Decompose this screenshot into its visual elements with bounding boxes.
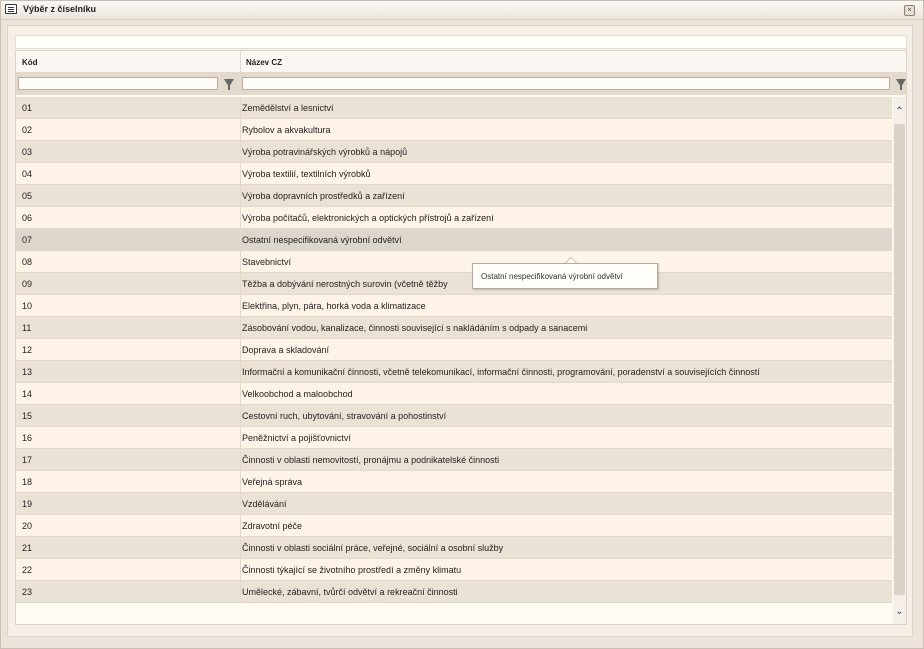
table-row[interactable] [16,119,892,141]
name-cell: Cestovní ruch, ubytování, stravování a pohostinství [242,411,447,421]
code-cell: 15 [22,411,33,421]
name-cell: Výroba počítačů, elektronických a optických přístrojů a zařízení [242,213,494,223]
table-row[interactable] [16,383,892,405]
name-cell: Zemědělství a lesnictví [242,103,334,113]
title-bar[interactable] [1,1,923,20]
code-cell: 04 [22,169,33,179]
vertical-scrollbar[interactable] [893,97,906,624]
code-cell: 19 [22,499,33,509]
code-cell: 01 [22,103,33,113]
table-row[interactable] [16,317,892,339]
name-cell: Umělecké, zábavní, tvůrčí odvětví a rekreační činnosti [242,587,458,597]
column-divider [240,449,241,471]
table-row[interactable] [16,537,892,559]
table-row[interactable] [16,405,892,427]
table-row[interactable] [16,295,892,317]
name-cell: Elektřina, plyn, pára, horká voda a klimatizace [242,301,426,311]
name-cell: Veřejná správa [242,477,303,487]
table-row[interactable] [16,251,892,273]
code-cell: 22 [22,565,33,575]
grid-header [16,51,906,73]
name-cell: Těžba a dobývání nerostných surovin (včetně těžby [242,279,448,289]
column-divider [240,119,241,141]
list-window-icon [5,4,17,14]
column-divider [240,339,241,361]
name-cell: Ostatní nespecifikovaná výrobní odvětví [242,235,402,245]
column-divider [240,97,241,119]
name-cell: Činnosti v oblasti sociální práce, veřejné, sociální a osobní služby [242,543,504,553]
name-cell: Zásobování vodou, kanalizace, činnosti související s nakládáním s odpady a sanacemi [242,323,588,333]
table-row[interactable] [16,493,892,515]
filter-row [16,73,906,95]
table-row[interactable] [16,273,892,295]
code-cell: 05 [22,191,33,201]
name-cell: Zdravotní péče [242,521,303,531]
dialog-panel [7,25,913,637]
chevron-down-icon[interactable]: ⌄ [895,606,904,617]
name-cell: Rybolov a akvakultura [242,125,331,135]
code-cell: 02 [22,125,33,135]
code-cell: 12 [22,345,33,355]
table-row[interactable] [16,581,892,603]
name-cell: Výroba textilií, textilních výrobků [242,169,371,179]
name-cell: Výroba dopravních prostředků a zařízení [242,191,405,201]
column-divider [240,141,241,163]
code-cell: 20 [22,521,33,531]
table-row[interactable] [16,449,892,471]
funnel-icon[interactable] [896,79,906,87]
code-cell: 08 [22,257,33,267]
name-cell: Vzdělávání [242,499,287,509]
scrollbar-thumb[interactable] [894,124,905,595]
name-cell: Informační a komunikační činnosti, včetně telekomunikací, informační činnosti, programování, poradenství a souvisejících činností [242,367,760,377]
table-row[interactable] [16,339,892,361]
grid-rows [16,97,892,624]
column-divider [240,493,241,515]
table-row[interactable] [16,361,892,383]
column-divider [240,405,241,427]
column-divider [240,251,241,273]
table-row[interactable] [16,97,892,119]
column-divider [240,471,241,493]
code-cell: 14 [22,389,33,399]
codelist-grid [15,50,907,625]
dialog-title: Výběr z číselníku [23,4,97,14]
column-header-code[interactable]: Kód [22,58,38,67]
table-row[interactable] [16,207,892,229]
code-cell: 21 [22,543,33,553]
funnel-icon[interactable] [224,79,234,87]
code-cell: 11 [22,323,32,333]
close-icon[interactable]: × [904,5,915,16]
table-row[interactable] [16,427,892,449]
column-divider [240,427,241,449]
column-divider [240,185,241,207]
name-cell: Výroba potravinářských výrobků a nápojů [242,147,408,157]
header-divider [240,51,241,72]
table-row[interactable] [16,471,892,493]
code-cell: 17 [22,455,33,465]
column-divider [240,229,241,251]
code-cell: 10 [22,301,33,311]
column-header-name[interactable]: Název CZ [246,58,283,67]
table-row[interactable] [16,515,892,537]
table-row[interactable] [16,141,892,163]
name-filter-input[interactable] [242,77,890,90]
code-cell: 07 [22,235,33,245]
code-cell: 09 [22,279,33,289]
code-cell: 06 [22,213,33,223]
table-row[interactable] [16,185,892,207]
name-cell: Činnosti týkající se životního prostředí a změny klimatu [242,565,462,575]
column-divider [240,537,241,559]
column-divider [240,273,241,295]
row-tooltip: Ostatní nespecifikovaná výrobní odvětví [472,263,658,289]
top-strip [15,35,907,49]
column-divider [240,515,241,537]
column-divider [240,361,241,383]
column-divider [240,295,241,317]
name-cell: Peněžnictví a pojišťovnictví [242,433,351,443]
column-divider [240,581,241,603]
table-row[interactable] [16,229,892,251]
code-cell: 23 [22,587,33,597]
code-cell: 13 [22,367,33,377]
column-divider [240,207,241,229]
name-cell: Stavebnictví [242,257,292,267]
name-cell: Velkoobchod a maloobchod [242,389,353,399]
code-cell: 16 [22,433,33,443]
code-cell: 18 [22,477,33,487]
table-row[interactable] [16,559,892,581]
column-divider [240,317,241,339]
code-cell: 03 [22,147,33,157]
code-filter-input[interactable] [18,77,218,90]
name-cell: Doprava a skladování [242,345,330,355]
column-divider [240,383,241,405]
column-divider [240,559,241,581]
table-row[interactable] [16,163,892,185]
column-divider [240,163,241,185]
name-cell: Činnosti v oblasti nemovitostí, pronájmu a podnikatelské činnosti [242,455,500,465]
chevron-up-icon[interactable]: ⌃ [895,106,904,117]
